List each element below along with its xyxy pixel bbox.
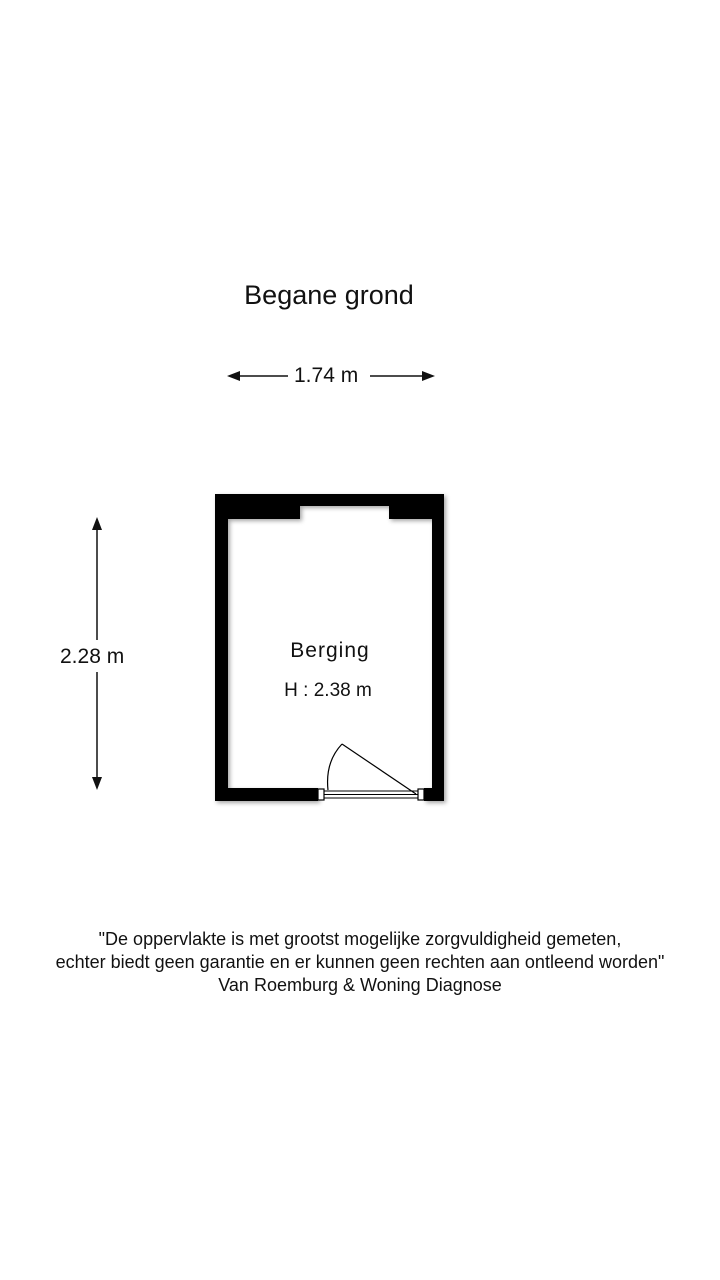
door bbox=[318, 744, 424, 800]
height-dimension-label: 2.28 m bbox=[58, 642, 126, 672]
door-leaf bbox=[342, 744, 416, 794]
room-ceiling-height: H : 2.38 m bbox=[284, 680, 372, 701]
arrow-down-icon bbox=[92, 777, 102, 790]
floor-title: Begane grond bbox=[244, 280, 414, 310]
disclaimer-line-2: echter biedt geen garantie en er kunnen geen rechten aan ontleend worden" bbox=[55, 952, 665, 972]
width-dimension-label: 1.74 m bbox=[290, 363, 362, 389]
disclaimer-credit: Van Roemburg & Woning Diagnose bbox=[218, 975, 502, 995]
disclaimer bbox=[0, 928, 720, 997]
arrow-right-icon bbox=[422, 371, 435, 381]
door-swing-arc bbox=[328, 744, 342, 790]
disclaimer-line-1: "De oppervlakte is met grootst mogelijke zorgvuldigheid gemeten, bbox=[98, 929, 622, 949]
arrow-left-icon bbox=[227, 371, 240, 381]
arrow-up-icon bbox=[92, 517, 102, 530]
room-name: Berging bbox=[290, 639, 370, 662]
